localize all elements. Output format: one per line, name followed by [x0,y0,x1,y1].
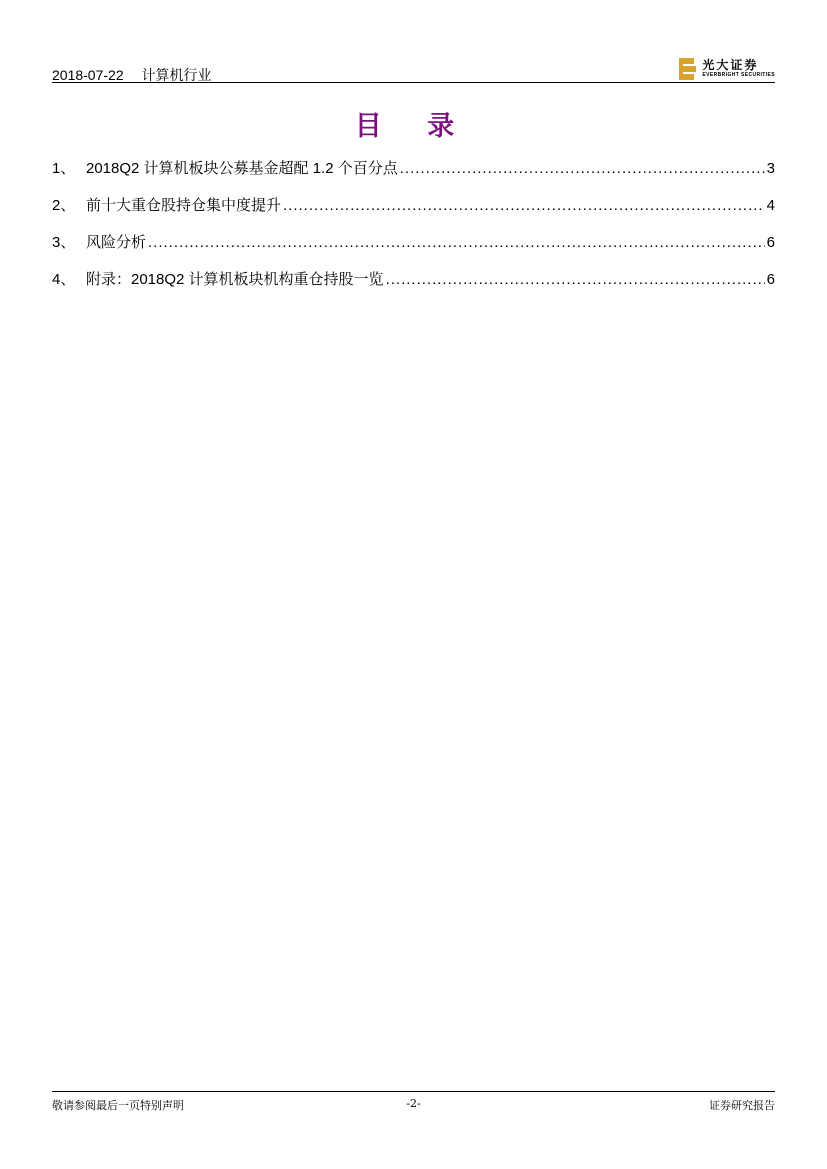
toc-title: 目 录 [354,111,473,142]
everbright-logo-icon [679,58,697,80]
toc-entry-page[interactable]: 3 [766,160,775,177]
toc-entry-number: 1、 [52,160,76,177]
toc-entry-page[interactable]: 6 [766,234,775,251]
toc-entry-page[interactable]: 6 [766,271,775,288]
logo-name-en: EVERBRIGHT SECURITIES [702,72,775,78]
toc-leader-dots [148,234,765,251]
report-date: 2018-07-22 [52,67,124,83]
toc-entry[interactable] [52,231,775,268]
toc-leader-dots [283,197,765,214]
header-divider [52,82,775,83]
toc-entry-text[interactable]: 前十大重仓股持仓集中度提升 [86,197,282,214]
footer-divider [52,1091,775,1092]
toc-entry-text[interactable]: 附录：2018Q2 计算机板块机构重仓持股一览 [86,271,384,288]
toc-entry-text[interactable]: 风险分析 [86,234,147,251]
toc-entry-number: 4、 [52,271,76,288]
toc-entry-number: 3、 [52,234,76,251]
footer-report-type: 证券研究报告 [709,1099,775,1112]
table-of-contents [52,157,775,305]
footer-page-number: -2- [406,1097,421,1110]
toc-entry-number: 2、 [52,197,76,214]
toc-entry-page[interactable]: 4 [766,197,775,214]
page-header [52,58,775,84]
company-logo [679,58,775,82]
toc-entry-text[interactable]: 2018Q2 计算机板块公募基金超配 1.2 个百分点 [86,160,398,177]
toc-leader-dots [386,271,765,288]
industry-label: 计算机行业 [141,67,212,83]
logo-name-cn: 光大证券 [702,58,759,72]
toc-leader-dots [400,160,765,177]
toc-entry[interactable] [52,157,775,194]
toc-entry[interactable] [52,268,775,305]
page-footer [52,1097,775,1113]
toc-entry[interactable] [52,194,775,231]
footer-disclaimer: 敬请参阅最后一页特别声明 [52,1099,184,1112]
